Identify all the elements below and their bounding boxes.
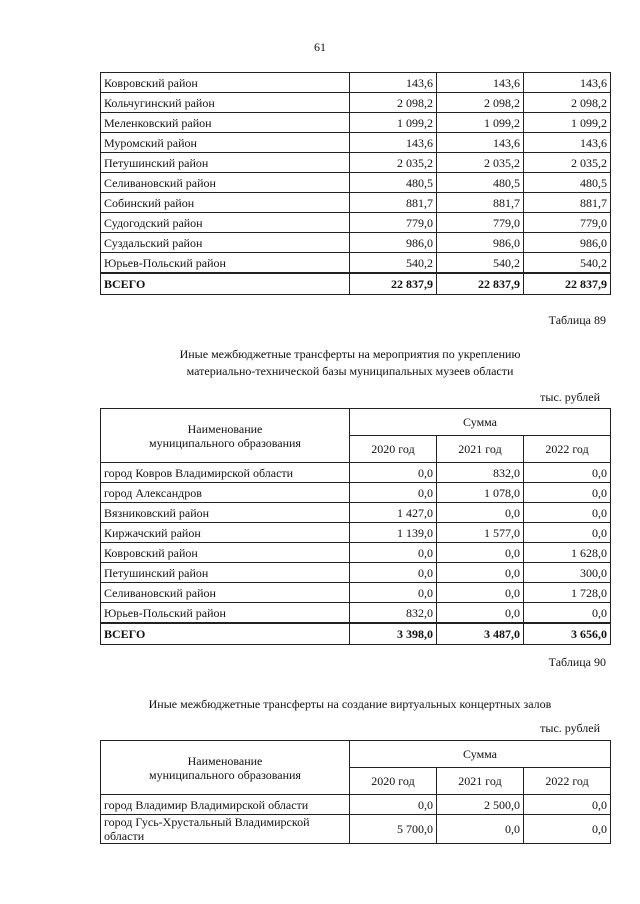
value-2020: 832,0 [350, 603, 437, 624]
value-2020: 779,0 [350, 213, 437, 233]
table-90-title: Иные межбюджетные трансферты на создание виртуальных концертных залов [148, 697, 552, 711]
value-2021: 986,0 [437, 233, 524, 253]
value-2022: 779,0 [524, 213, 611, 233]
table-row [101, 463, 611, 483]
value-2020: 143,6 [350, 73, 437, 93]
total-2022: 3 656,0 [524, 623, 611, 645]
value-2020: 0,0 [350, 563, 437, 583]
value-2020: 540,2 [350, 253, 437, 274]
table-row [101, 603, 611, 624]
header-name-line1: Наименование [187, 421, 263, 436]
table-row [101, 93, 611, 113]
table-90-units: тыс. рублей [540, 721, 600, 735]
table-row [101, 73, 611, 93]
column-header-2022: 2022 год [524, 436, 611, 463]
total-2021: 22 837,9 [437, 273, 524, 295]
total-2022: 22 837,9 [524, 273, 611, 295]
row-name: город Ковров Владимирской области [101, 463, 350, 483]
row-name: Петушинский район [101, 563, 350, 583]
table-row [101, 173, 611, 193]
table-row [101, 795, 611, 815]
value-2021: 0,0 [437, 543, 524, 563]
value-2022: 143,6 [524, 73, 611, 93]
value-2020: 480,5 [350, 173, 437, 193]
value-2020: 2 098,2 [350, 93, 437, 113]
table-89-label: Таблица 89 [548, 313, 606, 327]
table-continuation [100, 72, 611, 295]
header-name-line1: Наименование [187, 753, 263, 768]
row-name: Ковровский район [101, 73, 350, 93]
value-2022: 1 099,2 [524, 113, 611, 133]
table-row [101, 193, 611, 213]
row-name: Юрьев-Польский район [101, 603, 350, 624]
value-2021: 2 098,2 [437, 93, 524, 113]
value-2022: 0,0 [524, 483, 611, 503]
table-row [101, 233, 611, 253]
value-2022: 2 035,2 [524, 153, 611, 173]
row-name: Меленковский район [101, 113, 350, 133]
total-label: ВСЕГО [101, 623, 350, 645]
value-2020: 5 700,0 [350, 815, 437, 844]
value-2022: 143,6 [524, 133, 611, 153]
value-2020: 1 099,2 [350, 113, 437, 133]
table-row [101, 153, 611, 173]
value-2021: 0,0 [437, 563, 524, 583]
row-name: Кольчугинский район [101, 93, 350, 113]
column-header-sum: Сумма [350, 741, 611, 768]
table-89-units: тыс. рублей [540, 390, 600, 404]
value-2021: 0,0 [437, 815, 524, 844]
row-name: Ковровский район [101, 543, 350, 563]
value-2022: 0,0 [524, 463, 611, 483]
column-header-2021: 2021 год [437, 436, 524, 463]
row-name: город Александров [101, 483, 350, 503]
value-2021: 832,0 [437, 463, 524, 483]
table-row [101, 543, 611, 563]
value-2020: 0,0 [350, 483, 437, 503]
value-2020: 881,7 [350, 193, 437, 213]
row-name: Юрьев-Польский район [101, 253, 350, 274]
table-row [101, 523, 611, 543]
column-header-name [101, 741, 350, 795]
row-name: Судогодский район [101, 213, 350, 233]
table-89 [100, 408, 611, 645]
table-row [101, 815, 611, 844]
table-89-title [60, 346, 640, 380]
row-name: Вязниковский район [101, 503, 350, 523]
value-2022: 0,0 [524, 503, 611, 523]
value-2020: 986,0 [350, 233, 437, 253]
table-row [101, 213, 611, 233]
header-name-line2: муниципального образования [149, 435, 301, 450]
value-2022: 480,5 [524, 173, 611, 193]
row-name: город Гусь-Хрустальный Владимирской области [101, 815, 350, 844]
total-2020: 22 837,9 [350, 273, 437, 295]
value-2022: 0,0 [524, 603, 611, 624]
header-name-line2: муниципального образования [149, 767, 301, 782]
row-name: Суздальский район [101, 233, 350, 253]
table-row [101, 113, 611, 133]
column-header-2022: 2022 год [524, 768, 611, 795]
table-89-title-line2: материально-технической базы муниципальных музеев области [186, 364, 514, 378]
value-2021: 2 035,2 [437, 153, 524, 173]
value-2020: 0,0 [350, 543, 437, 563]
row-name: Муромский район [101, 133, 350, 153]
column-header-2020: 2020 год [350, 768, 437, 795]
table-row [101, 253, 611, 274]
row-name: Селивановский район [101, 583, 350, 603]
page-number: 61 [314, 40, 326, 54]
table-row [101, 483, 611, 503]
value-2022: 0,0 [524, 523, 611, 543]
value-2022: 986,0 [524, 233, 611, 253]
table-header-row [101, 741, 611, 768]
value-2021: 0,0 [437, 503, 524, 523]
row-name: Киржачский район [101, 523, 350, 543]
total-label: ВСЕГО [101, 273, 350, 295]
value-2021: 1 099,2 [437, 113, 524, 133]
value-2020: 1 139,0 [350, 523, 437, 543]
value-2022: 300,0 [524, 563, 611, 583]
row-name: город Владимир Владимирской области [101, 795, 350, 815]
table-row [101, 583, 611, 603]
value-2020: 143,6 [350, 133, 437, 153]
row-name: Селивановский район [101, 173, 350, 193]
table-row [101, 503, 611, 523]
value-2021: 2 500,0 [437, 795, 524, 815]
value-2022: 881,7 [524, 193, 611, 213]
value-2021: 0,0 [437, 583, 524, 603]
value-2022: 2 098,2 [524, 93, 611, 113]
total-row [101, 623, 611, 645]
value-2021: 143,6 [437, 133, 524, 153]
value-2020: 0,0 [350, 795, 437, 815]
table-89-title-line1: Иные межбюджетные трансферты на мероприятия по укреплению [179, 347, 521, 361]
value-2022: 1 628,0 [524, 543, 611, 563]
value-2022: 0,0 [524, 795, 611, 815]
total-row [101, 273, 611, 295]
value-2020: 0,0 [350, 463, 437, 483]
table-90 [100, 740, 611, 844]
total-2020: 3 398,0 [350, 623, 437, 645]
value-2021: 1 078,0 [437, 483, 524, 503]
row-name: Петушинский район [101, 153, 350, 173]
table-row [101, 563, 611, 583]
table-row [101, 133, 611, 153]
value-2020: 2 035,2 [350, 153, 437, 173]
value-2022: 0,0 [524, 815, 611, 844]
value-2022: 1 728,0 [524, 583, 611, 603]
column-header-2021: 2021 год [437, 768, 524, 795]
value-2021: 779,0 [437, 213, 524, 233]
row-name: Собинский район [101, 193, 350, 213]
value-2021: 1 577,0 [437, 523, 524, 543]
table-header-row [101, 409, 611, 436]
value-2021: 540,2 [437, 253, 524, 274]
value-2021: 480,5 [437, 173, 524, 193]
value-2022: 540,2 [524, 253, 611, 274]
column-header-2020: 2020 год [350, 436, 437, 463]
total-2021: 3 487,0 [437, 623, 524, 645]
table-90-label: Таблица 90 [548, 655, 606, 669]
column-header-name [101, 409, 350, 463]
value-2021: 0,0 [437, 603, 524, 624]
value-2020: 0,0 [350, 583, 437, 603]
value-2020: 1 427,0 [350, 503, 437, 523]
value-2021: 881,7 [437, 193, 524, 213]
column-header-sum: Сумма [350, 409, 611, 436]
value-2021: 143,6 [437, 73, 524, 93]
